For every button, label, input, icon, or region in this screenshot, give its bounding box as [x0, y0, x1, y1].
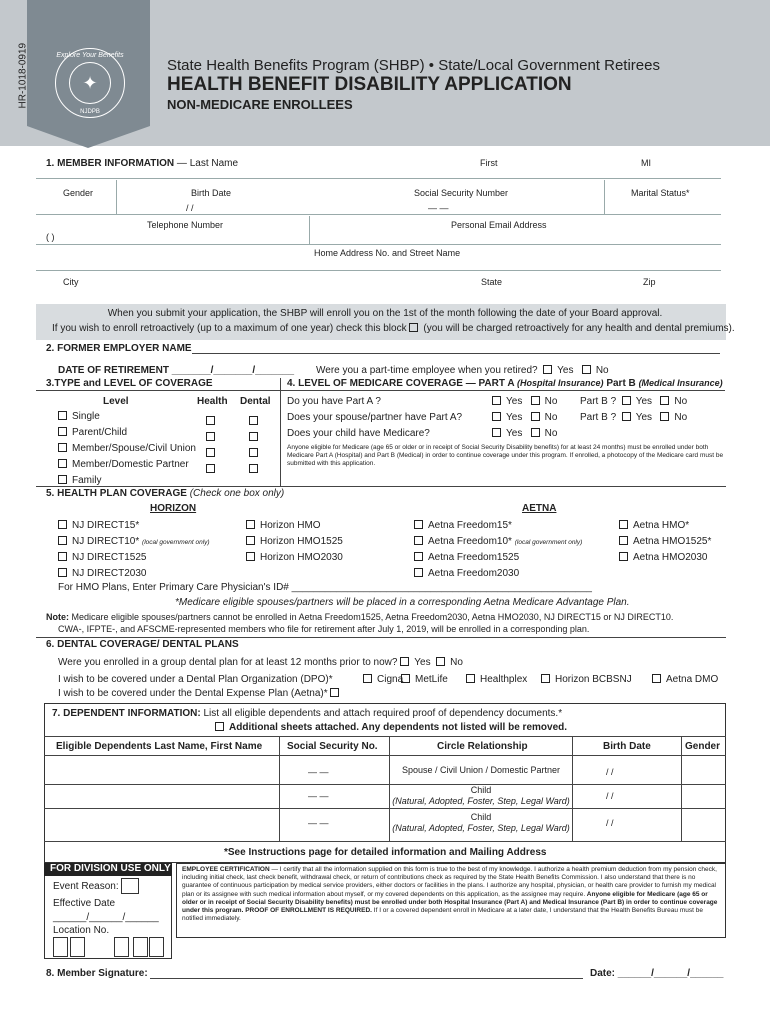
medicare-advantage-note: *Medicare eligible spouses/partners will be placed in a corresponding Aetna Medicare Advantage Plan. — [175, 597, 630, 608]
dental-plan-option: Healthplex — [466, 674, 527, 685]
divider — [44, 808, 726, 809]
plan-checkbox[interactable] — [246, 536, 255, 545]
plan-checkbox[interactable] — [619, 520, 628, 529]
compass-icon: ✦ — [69, 62, 111, 104]
relationship-child-note: (Natural, Adopted, Foster, Step, Legal Ward) — [392, 796, 570, 806]
health-plan-option: NJ DIRECT2030 — [58, 568, 146, 579]
retirement-date-field[interactable]: DATE OF RETIREMENT _______/_______/_______ — [58, 365, 295, 376]
dependent-birth-date-field[interactable]: / / — [606, 791, 614, 801]
part-a-answer: Yes No — [492, 412, 557, 423]
coverage-row: Member/Domestic Partner — [58, 459, 189, 470]
health-plan-option: Aetna HMO* — [619, 520, 689, 531]
dental-plan-checkbox[interactable] — [541, 674, 550, 683]
divider — [36, 637, 726, 638]
health-plan-option: Aetna HMO2030 — [619, 552, 708, 563]
plan-checkbox[interactable] — [414, 536, 423, 545]
spouse-part-a-question: Does your spouse/partner have Part A? — [287, 412, 463, 423]
birth-date-field[interactable]: / / — [186, 203, 194, 213]
notice-line-1: When you submit your application, the SHBP will enroll you on the 1st of the month following the date of your Board approval. — [107, 308, 663, 319]
health-plan-option: Aetna HMO1525* — [619, 536, 711, 547]
dependent-ssn-field[interactable]: — — — [308, 767, 329, 777]
plan-checkbox[interactable] — [414, 520, 423, 529]
coverage-level-checkbox[interactable] — [58, 427, 67, 436]
form-title: HEALTH BENEFIT DISABILITY APPLICATION — [167, 74, 572, 95]
plan-note-1: Note: Medicare eligible spouses/partners cannot be enrolled in Aetna Freedom1525, Aetna Freedom2030, Aetna HMO2030, NJ DIRECT15 or NJ DIRECT10. — [46, 612, 674, 622]
health-plan-option: NJ DIRECT1525 — [58, 552, 146, 563]
part-a-no-checkbox[interactable] — [531, 396, 540, 405]
relationship-child[interactable]: Child — [470, 812, 492, 822]
part-a-yes-checkbox[interactable] — [492, 396, 501, 405]
location-digit-field[interactable] — [70, 937, 85, 957]
dental-col-header: Dental — [240, 396, 271, 407]
plan-checkbox[interactable] — [58, 552, 67, 561]
location-digit-field[interactable] — [133, 937, 148, 957]
part-b-yes-checkbox[interactable] — [622, 396, 631, 405]
telephone-label: Telephone Number — [147, 220, 224, 230]
dpo-question: I wish to be covered under a Dental Plan Organization (DPO)* — [58, 674, 333, 685]
divider — [280, 390, 725, 391]
employer-name-field[interactable] — [192, 353, 720, 354]
state-label: State — [481, 277, 503, 287]
effective-date-label: Effective Date — [53, 898, 116, 909]
part-b-answer: Part B ? Yes No — [580, 412, 688, 423]
dental-expense-checkbox[interactable] — [330, 688, 339, 697]
location-digit-field[interactable] — [149, 937, 164, 957]
medicare-eligibility-note: Anyone eligible for Medicare (age 65 or older or in receipt of Social Security Disability benefits) for at least 24 months) must be enrolled under both Medicare Part A (Hospital) and Part B (Medical) in order to continue coverage under this program. If enrolled, a photocopy of the Medicare card must be submitted with this application. — [287, 444, 724, 468]
dependent-birth-date-field[interactable]: / / — [606, 767, 614, 777]
medicare-heading: 4. LEVEL OF MEDICARE COVERAGE — PART A (Hospital Insurance) Part B (Medical Insurance) — [287, 378, 723, 389]
health-plan-option: NJ DIRECT10* (local government only) — [58, 536, 210, 547]
form-subtitle: NON-MEDICARE ENROLLEES — [167, 97, 353, 112]
divider — [279, 737, 280, 841]
health-plan-option: Aetna Freedom1525 — [414, 552, 519, 563]
divider — [36, 244, 721, 245]
division-use-title: FOR DIVISION USE ONLY — [44, 863, 172, 876]
dependent-birth-date-field[interactable]: / / — [606, 818, 614, 828]
dental-checkbox[interactable] — [249, 416, 258, 425]
event-reason-field[interactable] — [121, 878, 139, 894]
divider — [572, 737, 573, 841]
signature-label: 8. Member Signature: — [46, 968, 148, 979]
level-col-header: Level — [103, 396, 129, 407]
telephone-field[interactable]: ( ) — [46, 232, 55, 242]
form-number: HR-1018-0919 — [17, 42, 29, 109]
plan-checkbox[interactable] — [58, 568, 67, 577]
group-dental-no-checkbox[interactable] — [436, 657, 445, 666]
divider — [44, 841, 726, 842]
divider — [36, 270, 721, 271]
part-b-no-checkbox[interactable] — [660, 412, 669, 421]
seal-bottom-text: NJDPB — [80, 109, 100, 115]
dental-plan-checkbox[interactable] — [401, 674, 410, 683]
col-birth-date: Birth Date — [603, 741, 651, 752]
health-plan-heading: 5. HEALTH PLAN COVERAGE (Check one box only) — [46, 488, 285, 499]
signature-date-field[interactable]: Date: ______/______/______ — [590, 968, 724, 979]
effective-date-field[interactable]: ______/______/______ — [53, 912, 159, 923]
part-b-yes-checkbox[interactable] — [622, 412, 631, 421]
dental-plan-option: MetLife — [401, 674, 448, 685]
pcp-id-field[interactable]: For HMO Plans, Enter Primary Care Physician's ID# ______________________________________________________ — [58, 582, 592, 593]
member-info-heading: 1. MEMBER INFORMATION — Last Name — [46, 158, 239, 169]
location-digit-field[interactable] — [53, 937, 68, 957]
divider — [36, 178, 721, 179]
part-time-no-checkbox[interactable] — [582, 365, 591, 374]
notice-line-2: If you wish to enroll retroactively (up to a maximum of one year) check this block (you will be charged retroactively for any health and dental premiums). — [52, 323, 735, 334]
event-reason-label: Event Reason: — [53, 881, 119, 892]
health-checkbox[interactable] — [206, 448, 215, 457]
relationship-spouse[interactable]: Spouse / Civil Union / Domestic Partner — [401, 765, 561, 775]
location-label: Location No. — [53, 925, 110, 936]
dental-plan-option: Horizon BCBSNJ — [541, 674, 632, 685]
city-label: City — [63, 277, 79, 287]
part-b-answer: Part B ? Yes No — [580, 396, 688, 407]
first-name-label: First — [480, 158, 498, 168]
coverage-row: Single — [58, 411, 100, 422]
mi-label: MI — [641, 158, 651, 168]
col-relationship: Circle Relationship — [437, 741, 528, 752]
dental-checkbox[interactable] — [249, 448, 258, 457]
dental-plan-checkbox[interactable] — [466, 674, 475, 683]
divider — [280, 378, 281, 486]
health-plan-option: Aetna Freedom10* (local government only) — [414, 536, 582, 547]
plan-note-2: CWA-, IFPTE-, and AFSCME-represented members who file for retirement after July 1, 2019, will be enrolled in a corresponding plan. — [58, 624, 590, 634]
zip-label: Zip — [643, 277, 656, 287]
divider — [44, 736, 726, 737]
coverage-level-checkbox[interactable] — [58, 459, 67, 468]
coverage-heading: 3.TYPE and LEVEL OF COVERAGE — [46, 378, 213, 389]
health-plan-option: NJ DIRECT15* — [58, 520, 139, 531]
health-plan-option: Horizon HMO2030 — [246, 552, 343, 563]
home-address-label: Home Address No. and Street Name — [314, 248, 461, 258]
part-a-answer: Yes No — [492, 396, 557, 407]
ssn-label: Social Security Number — [414, 188, 509, 198]
retroactive-checkbox[interactable] — [409, 323, 418, 332]
part-time-yes-checkbox[interactable] — [543, 365, 552, 374]
group-dental-yes-checkbox[interactable] — [400, 657, 409, 666]
col-ssn: Social Security No. — [287, 741, 378, 752]
health-col-header: Health — [197, 396, 228, 407]
coverage-row: Member/Spouse/Civil Union — [58, 443, 196, 454]
dental-checkbox[interactable] — [249, 464, 258, 473]
relationship-child[interactable]: Child — [470, 785, 492, 795]
dental-plan-option: Cigna — [363, 674, 403, 685]
divider — [36, 486, 726, 487]
dental-plan-checkbox[interactable] — [363, 674, 372, 683]
health-plan-option: Aetna Freedom2030 — [414, 568, 519, 579]
former-employer-heading: 2. FORMER EMPLOYER NAME — [46, 343, 192, 354]
plan-checkbox[interactable] — [414, 552, 423, 561]
child-medicare-question: Does your child have Medicare? — [287, 428, 430, 439]
health-plan-option: Aetna Freedom15* — [414, 520, 512, 531]
location-digit-field[interactable] — [114, 937, 129, 957]
plan-checkbox[interactable] — [619, 552, 628, 561]
divider — [36, 390, 280, 391]
ssn-field[interactable]: — — — [428, 203, 449, 213]
aetna-header: AETNA — [522, 503, 557, 514]
employee-certification: EMPLOYEE CERTIFICATION — I certify that all the information supplied on this form is true to the best of my knowledge. I authorize a health premium deduction from my pension check, including initial check, last check benefit, withdrawal check, or return of contributions check as required by the State Health Benefits Commission. I also understand that there is no guarantee of continuous participation by medical service providers, either doctors or facilities in the plans. I authorize any hospital, physician, or health care provider to furnish my medical plan or its assignee with such medical information about myself, or my covered dependents on this application, as the assignee may require. Anyone eligible for Medicare (age 65 or older or in receipt of Social Security Disability benefits) must be enrolled under both Hospital Insurance (Part A) and Medical Insurance (Part B) in order to continue coverage under this program. PROOF OF ENROLLMENT IS REQUIRED. If I or a covered dependent enroll in Medicare at a later date, I understand that the Health Benefits Bureau must be notified immediately. — [182, 866, 718, 923]
seal-arc-text: Explore Your Benefits — [56, 52, 124, 59]
plan-checkbox[interactable] — [414, 568, 423, 577]
dental-heading: 6. DENTAL COVERAGE/ DENTAL PLANS — [46, 639, 239, 650]
dental-plan-option: Aetna DMO — [652, 674, 718, 685]
part-a-no-checkbox[interactable] — [531, 428, 540, 437]
gender-label: Gender — [63, 188, 94, 198]
divider — [604, 180, 605, 214]
health-checkbox[interactable] — [206, 432, 215, 441]
coverage-row: Family — [58, 475, 101, 486]
dental-plan-checkbox[interactable] — [652, 674, 661, 683]
health-plan-option: Horizon HMO1525 — [246, 536, 343, 547]
divider — [681, 737, 682, 841]
horizon-header: HORIZON — [150, 503, 197, 514]
additional-sheets-checkbox[interactable] — [215, 722, 224, 731]
instructions-note: *See Instructions page for detailed information and Mailing Address — [224, 847, 547, 858]
health-checkbox[interactable] — [206, 464, 215, 473]
part-a-no-checkbox[interactable] — [531, 412, 540, 421]
divider — [116, 180, 117, 214]
col-gender: Gender — [685, 741, 721, 752]
part-b-no-checkbox[interactable] — [660, 396, 669, 405]
plan-checkbox[interactable] — [246, 552, 255, 561]
divider — [44, 755, 726, 756]
signature-field[interactable] — [150, 978, 583, 979]
additional-sheets: Additional sheets attached. Any dependents not listed will be removed. — [215, 722, 567, 733]
divider — [309, 216, 310, 244]
part-a-yes-checkbox[interactable] — [492, 412, 501, 421]
coverage-level-checkbox[interactable] — [58, 411, 67, 420]
marital-status-label: Marital Status* — [631, 188, 690, 198]
part-a-yes-checkbox[interactable] — [492, 428, 501, 437]
banner-tip — [27, 126, 150, 148]
dental-expense-question: I wish to be covered under the Dental Expense Plan (Aetna)* — [58, 688, 344, 699]
relationship-child-note: (Natural, Adopted, Foster, Step, Legal Ward) — [392, 823, 570, 833]
group-dental-question: Were you enrolled in a group dental plan for at least 12 months prior to now? Yes No — [58, 657, 463, 668]
dependent-ssn-field[interactable]: — — — [308, 791, 329, 801]
plan-checkbox[interactable] — [246, 520, 255, 529]
part-a-question: Do you have Part A ? — [287, 396, 381, 407]
birth-date-label: Birth Date — [191, 188, 232, 198]
njdpb-seal-logo — [55, 48, 125, 118]
col-name: Eligible Dependents Last Name, First Name — [56, 741, 263, 752]
health-checkbox[interactable] — [206, 416, 215, 425]
dependent-ssn-field[interactable]: — — — [308, 818, 329, 828]
plan-checkbox[interactable] — [619, 536, 628, 545]
plan-checkbox[interactable] — [58, 520, 67, 529]
dependent-heading: 7. DEPENDENT INFORMATION: List all eligible dependents and attach required proof of dependency documents.* — [52, 708, 563, 719]
divider — [36, 214, 721, 215]
email-label: Personal Email Address — [451, 220, 547, 230]
health-plan-option: Horizon HMO — [246, 520, 321, 531]
program-name: State Health Benefits Program (SHBP) • State/Local Government Retirees — [167, 57, 660, 74]
coverage-row: Parent/Child — [58, 427, 127, 438]
part-time-question: Were you a part-time employee when you retired? Yes No — [316, 365, 609, 376]
dental-checkbox[interactable] — [249, 432, 258, 441]
part-a-answer: Yes No — [492, 428, 557, 439]
coverage-level-checkbox[interactable] — [58, 443, 67, 452]
plan-checkbox[interactable] — [58, 536, 67, 545]
divider — [44, 784, 726, 785]
coverage-level-checkbox[interactable] — [58, 475, 67, 484]
